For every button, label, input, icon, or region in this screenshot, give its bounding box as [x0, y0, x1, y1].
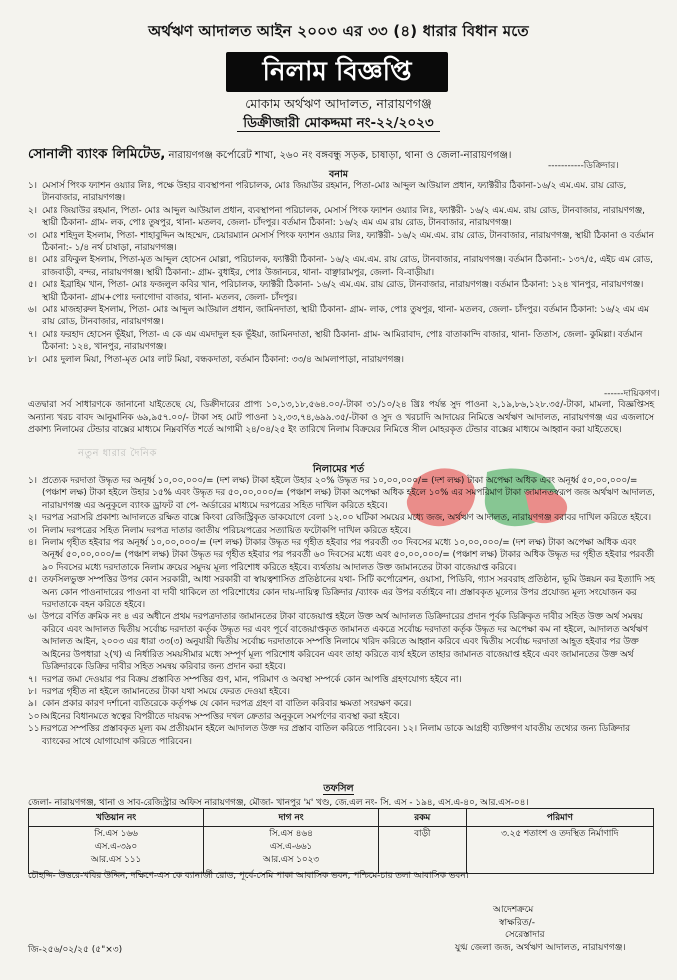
list-item: ৫। মোঃ ইব্রাহিম খান, পিতা- মোঃ ফজলুল কবির খান, পরিচালক, ফ্যাক্টরী ঠিকানা- ১৬/২ এম.এম. রায় রোড, টানবাজার, নারায়ণগঞ্জ। বর্তমান ঠিকানা: ১২৪ খানপুর, নারায়ণগঞ্জ। স্থায়ী ঠিকানা- গ্রাম+পোঃ দনাগোদা বাজার, থানা- মতলব, জেলা- চাঁদপুর। — [28, 280, 644, 303]
publication-code: জি-২৫৬/০২/২৫ (৫"×৩) — [28, 945, 123, 955]
list-item: ৮। মোঃ দুলাল মিয়া, পিতা-মৃত মোঃ লাট মিয়া, বন্ধকদাতা, বর্তমান ঠিকানা: ৩৩/৪ আমলাপাড়া, নারায়ণগঞ্জ। — [28, 354, 404, 365]
list-item: ৫। তফসিলভুক্ত সম্পত্তির উপর কোন সরকারী, আধা সরকারী বা স্বায়ত্বশাসিত প্রতিষ্ঠানের যথা- সিটি কর্পোরেশন, ওয়াসা, পিডিবি, গ্যাস সরবরাহ প্রতিষ্ঠান, ভূমি উন্নয়ন কর ইত্যাদি সহ অন্য কোন পাওনাদারের পাওনা বা দাবী থাকিলে তা পরিশোধের কোন দায়-দায়িত্ব ডিক্রিদার /ব্যাংক এর উপর বর্তাইবে না। প্রস্তাবকৃত মূল্যের উপর প্রযোজ্য মূল্য সংযোজন কর দরদাতাকে বহন করিতে হইবে। — [28, 575, 655, 611]
signed-label: স্বাক্ষরিত/- — [499, 917, 535, 928]
list-item: ৪। মোঃ রফিকুল ইসলাম, পিতা-মৃত আব্দুল হোসেন মোল্লা, পরিচালক, ফ্যাক্টরী ঠিকানা- ১৬/২ এম.এম. রায় রোড, টানবাজার, নারায়ণগঞ্জ। বর্তমান ঠিকানা:- ১৩৭/৫, এইচ এম রোড, রাজবাড়ী, বন্দর, নারায়ণগঞ্জ। স্থায়ী ঠিকানা:- গ্রাম- বুধাইর, পোঃ উজানচর, থানা- বাঞ্ছারামপুর, জেলা- বি-বাড়ীয়া। — [28, 255, 653, 278]
signatory-title: সেরেস্তাদার — [505, 930, 545, 940]
court-name: মোকাম অর্থঋণ আদালত, নারায়ণগঞ্জ — [245, 96, 432, 111]
list-item: ২। মোঃ জিয়াউর রহমান, পিতা- মোঃ আব্দুল আউয়াল প্রধান, ব্যবস্থাপনা পরিচালক, মেসার্স পিংক ফ্যাশন ওয়্যার লিঃ, ফ্যাক্টরী- ১৬/২ এম.এম. রায় রোড, টানবাজার, নারায়ণগঞ্জ, স্থায়ী ঠিকানা- গ্রাম- লক, পোঃ তুষপুর, থানা- মতলব, জেলা- চাঁদপুর। বর্তমান ঠিকানা: ১৬/২ এম এম রায় রোড, টানবাজার, নারায়ণগঞ্জ। — [28, 205, 645, 229]
type-cell: বাড়ী — [379, 827, 467, 874]
list-item: ৩। নিলাম দরপত্রের সহিত নিলাম দরপত্র দাতার জাতীয় পরিচয়পত্রের সত্যায়িত ফটোকপি দাখিল করিতে হইবে। — [28, 525, 411, 536]
list-item: ৯। কোন প্রকার কারণ দর্শানো ব্যতিরেকে কর্তৃপক্ষ যে কোন দরপত্র গ্রহণ বা বাতিল করিবার ক্ষমতা সংরক্ষণ করে। — [28, 699, 412, 710]
list-item: ৬। মোঃ মাজহারুল ইসলাম, পিতা- মোঃ আব্দুল আউয়াল প্রধান, জামিনদাতা, স্থায়ী ঠিকানা- গ্রাম- লাক, পোঃ তুষপুর, থানা- মতলব, জেলা- চাঁদপুর। বর্তমান ঠিকানা: ১৬/২ এম এম রায় রোড, টানবাজার, নারায়ণগঞ্জ। — [28, 305, 649, 328]
khatian-cell: সি.এস ১৬৬ এস.এ-৩৯০ আর.এস ১১১ — [29, 827, 204, 874]
list-item: ৬। উপরে বর্ণিত ক্রমিক নং ৪ এর অধীনে প্রথম দরপত্রদাতার জামানতের টাকা বাজেয়াপ্ত হইলে উক্ত অর্থ আদালত ডিক্রিদারের প্রদান পূর্বক ডিক্রিকৃত দাবীর সহিত উক্ত অর্থ সমন্বয় করিবে এবং আদালত দ্বিতীয় সর্বোচ্চ দরদাতা কর্তৃক উদ্ধৃত দর এবং পূর্বে বাজেয়াপ্তকৃত জামানত একত্রে সর্বোচ্চ দরদাতা কর্তৃক উদ্ধৃত দর অপেক্ষা কম না হইলে, আদালত অর্থঋণ আদালত আইন, ২০০৩ এর ধারা ৩৩(৩) অনুযায়ী দ্বিতীয় সর্বোচ্চ দরদাতাকে সম্পত্তি নিলামে খরিদ করিতে আহ্বান করিবে এবং দ্বিতীয় সর্বোচ্চ দরদাতা আহূত হইবার পর উক্ত আইনের উপধারা ২(খ) এ নির্ধারিত সময়সীমার মধ্যে সম্পূর্ণ মূল্য পরিশোধ করিবেন এবং তাহা করিতে ব্যর্থ হইলে তাহার জামানত বাজেয়াপ্ত হইবে এবং জামানতের উক্ত অর্থ ডিক্রিদারকে ডিক্রির দাবীর সহিত সমন্বয় করিবার জন্য প্রদান করা হইবে। — [28, 612, 648, 673]
column-header: পরিমাণ — [466, 809, 654, 827]
column-header: খতিয়ান নং — [29, 809, 204, 827]
case-number-text: ডিক্রীজারী মোকদ্দমা নং-২২/২০২৩ — [237, 115, 439, 132]
law-reference-line: অর্থঋণ আদালত আইন ২০০৩ এর ৩৩ (৪) ধারার বিধান মতে — [148, 22, 529, 40]
column-header: দাগ নং — [204, 809, 379, 827]
notice-paragraph: এতদ্বারা সর্ব সাধারণকে জানানো যাইতেছে যে, ডিক্রীদারের প্রাপ্য ১০,১৩,১৮,৫৬৪.০০/-টাকা ৩১/১০/২৪ খ্রিঃ পর্যন্ত সুদ পাওনা ২,১৯,৮৬,১২৮.৩৫/-টাকা, মামলা, বিজ্ঞপ্তিসহ অন্যান্য খরচ বাবদ আনুমানিক ৬৯,৯৫৭.০০/- টাকা সহ মোট পাওনা ১২,৩৩,৭৪,৬৯৯.৩৫/-টাকা ও সুদ ও খরচাদি আদায়ের নিমিত্তে অর্থঋণ আদালত, নারায়ণগঞ্জ এর এজলাসে প্রকাশ্য নিলামের টেন্ডার বাক্সের মাধ্যমে নিম্নবর্ণিত শর্তে আগামী ২৪/০৪/২৫ ইং তারিখে নিলাম বিক্রয়ের নিমিত্তে সীল মোহরকৃত টেন্ডার বাক্সের মাধ্যমে আহ্বান করা যাইতেছে। — [28, 400, 654, 436]
schedule-title-text: তফসিল — [323, 783, 354, 794]
defendants-list — [28, 180, 658, 366]
signatory-court: যুগ্ম জেলা জজ, অর্থঋণ আদালত, নারায়ণগঞ্জ। — [455, 942, 626, 953]
page-title: নিলাম বিজ্ঞপ্তি — [226, 52, 448, 92]
boundary-description: চৌহদ্দি- উত্তরে-খবির উদ্দিন, দক্ষিণে-এস কে ব্যানার্জী রোড, পূর্বে-সেমি পাকা আবাসিক ভবন, পশ্চিমে-চার তলা আবাসিক ভবন। — [28, 871, 469, 881]
quantity-cell: ৩.২৫ শতাংশ ও তদস্থিত নির্মাণাদি — [466, 827, 654, 874]
list-item: ৭। দরপত্র জমা দেওয়ার পর বিক্রয় প্রস্তাবিত সম্পত্তির গুণ, মান, পরিমাণ ও অবস্থা সম্পর্কে কোন আপত্তি গ্রহণযোগ্য হইবে না। — [28, 674, 462, 685]
list-item: ১। প্রত্যেক দরদাতা উদ্ধৃত দর অনূর্ধ্ব ১০,০০,০০০/= (দশ লক্ষ) টাকা হইলে উহার ২০% উদ্ধৃত দর ১০,০০,০০০/= (দশ লক্ষ) টাকা অপেক্ষা অধিক এবং অনূর্ধ্ব ৫০,০০,০০০/= (পঞ্চাশ লক্ষ) টাকা হইলে উহার ১৫% এবং উদ্ধৃত দর ৫০,০০,০০০/= (পঞ্চাশ লক্ষ) টাকা অপেক্ষা অধিক হইলে ১০% এর সমপরিমাণ টাকা জামানতস্বরূপ জজ অর্থঋণ আদালত, নারায়ণগঞ্জ এর অনুকূলে ব্যাংক ড্রাফট বা পে- অর্ডারের মাধ্যমে দরপত্রের সহিত দাখিল করিতে হইবে। — [28, 476, 655, 511]
schedule-table — [28, 808, 654, 874]
table-header-row — [29, 809, 654, 827]
list-item: ১০। আইনের বিধানমতে স্বত্বের বিপরীতে দায়বদ্ধ সম্পত্তির দখল ক্রেতার অনুকূলে সমর্পণের ব্যবস্থা করা হইবে। — [28, 711, 400, 722]
list-item: ১। মেসার্স পিংক ফ্যাশন ওয়্যার লিঃ, পক্ষে উহার ব্যবস্থাপনা পরিচালক, মোঃ জিয়াউর রহমান, পিতা-মোঃ আব্দুল আউয়াল প্রধান, ফ্যাক্টরীর ঠিকানা-১৬/২ এম.এম. রায় রোড, টানবাজার, নারায়ণগঞ্জ। — [28, 181, 627, 204]
list-item: ৪। নিলাম গৃহীত হইবার পর অনূর্ধ্ব ১০,০০,০০০/= (দশ লক্ষ) টাকার উদ্ধৃত দর গৃহীত হইবার পর পরবর্তী ৩০ দিবসের মধ্যে ১০,০০,০০০/= (দশ লক্ষ) টাকা অপেক্ষা অধিক এবং অনূর্ধ্ব ৫০,০০,০০০/= (পঞ্চাশ লক্ষ) টাকা উদ্ধৃত দর গৃহীত হইবার পর পরবর্তী ৬০ দিবসের মধ্যে এবং ৫০,০০,০০০/= (পঞ্চাশ লক্ষ) টাকার অধিক উদ্ধৃত দর গৃহীত হইবার পরবর্তী ৯০ দিবসের মধ্যে দরদাতাকে নিলাম ক্রয়ের সমুদয় মূল্য পরিশোধ করিতে হইবে। ব্যর্থতায় আদালত উক্ত জামানতের টাকা বাজেয়াপ্ত করিবে। — [28, 538, 655, 573]
conditions-list — [28, 475, 656, 748]
debtor-role: ------দায়িকগণ। — [604, 389, 660, 399]
column-header: রকম — [379, 809, 467, 827]
list-item: ৩। মোঃ শহিদুল ইসলাম, পিতা- শাহাবুদ্দিন আহম্মেদ, চেয়ারম্যান মেসার্স পিংক ফ্যাশন ওয়্যার লিঃ, ফ্যাক্টরী- ১৬/২ এম.এম. রায় রোড, টানবাজার, নারায়ণগঞ্জ, স্থায়ী ঠিকানা ও বর্তমান ঠিকানা:- ১/৪ নর্থ চাষাড়া, নারায়ণগঞ্জ। — [28, 230, 654, 254]
list-item: ৭। মোঃ ফরহাদ হোসেন ভূঁইয়া, পিতা- এ কে এম এমদাদুল হক ভূঁইয়া, জামিনদাতা, স্থায়ী ঠিকানা- গ্রাম- আমিরাবাদ, পোঃ বাতাকান্দি বাজার, থানা- তিতাস, জেলা- কুমিল্লা। বর্তমান ঠিকানা: ১২৪, খানপুর, নারায়ণগঞ্জ। — [28, 329, 643, 353]
list-item: ১১। দরপত্রে সম্পত্তির প্রস্তাবকৃত মূল্য কম প্রতীয়মান হইলে আদালত উক্ত দর প্রস্তাব বাতিল করিতে পারিবেন। ১২। নিলাম ডাকে আগ্রহী ব্যক্তিগণ যাবতীয় তথ্যের জন্য ডিক্রিদার ব্যাংকের সাথে যোগাযোগ করিতে পারিবেন। — [28, 724, 631, 747]
newspaper-watermark: নতুন ধারার দৈনিক — [78, 448, 157, 459]
versus-label: বনাম — [329, 169, 348, 180]
dag-cell: সি.এস ৪৬৪ এস.এ-৬৬১ আর.এস ১০২৩ — [204, 827, 379, 874]
schedule-intro: জেলা- নারায়ণগঞ্জ, থানা ও সাব-রেজিস্ট্রার অফিস নারায়ণগঞ্জ, মৌজা- খানপুর 'ম' খণ্ড, জে.এল নং- সি. এস - ১৯৪, এস.এ-৪০, আর.এস-০৪। — [28, 798, 529, 808]
signature-block — [455, 904, 626, 954]
list-item: ৮। দরপত্র গৃহীত না হইলে জামানতের টাকা যথা সময়ে ফেরত দেওয়া হইবে। — [28, 686, 290, 697]
decree-holder-role: -----------ডিক্রিদার। — [548, 161, 619, 171]
by-order-label: আদেশক্রমে — [493, 905, 534, 915]
decree-holder-address: নারায়ণগঞ্জ কর্পোরেট শাখা, ২৬০ নং বঙ্গবন্ধু সড়ক, চাষাড়া, থানা ও জেলা-নারায়ণগঞ্জ। — [168, 150, 512, 161]
conditions-title: নিলামের শর্ত — [312, 464, 365, 475]
list-item: ২। দরপত্র সরাসরি প্রকাশ্য আদালতে রক্ষিত বাক্সে কিংবা রেজিস্ট্রিকৃত ডাকযোগে বেলা ১২.০০ ঘটিকা সময়ের মধ্যে জজ, অর্থঋণ আদালত, নারায়ণগঞ্জ বরাবর দাখিল করিতে হইবে। — [28, 513, 652, 524]
decree-holder-name: সোনালী ব্যাংক লিমিটেড, — [28, 146, 166, 162]
case-number — [0, 112, 677, 135]
table-row — [29, 827, 654, 874]
